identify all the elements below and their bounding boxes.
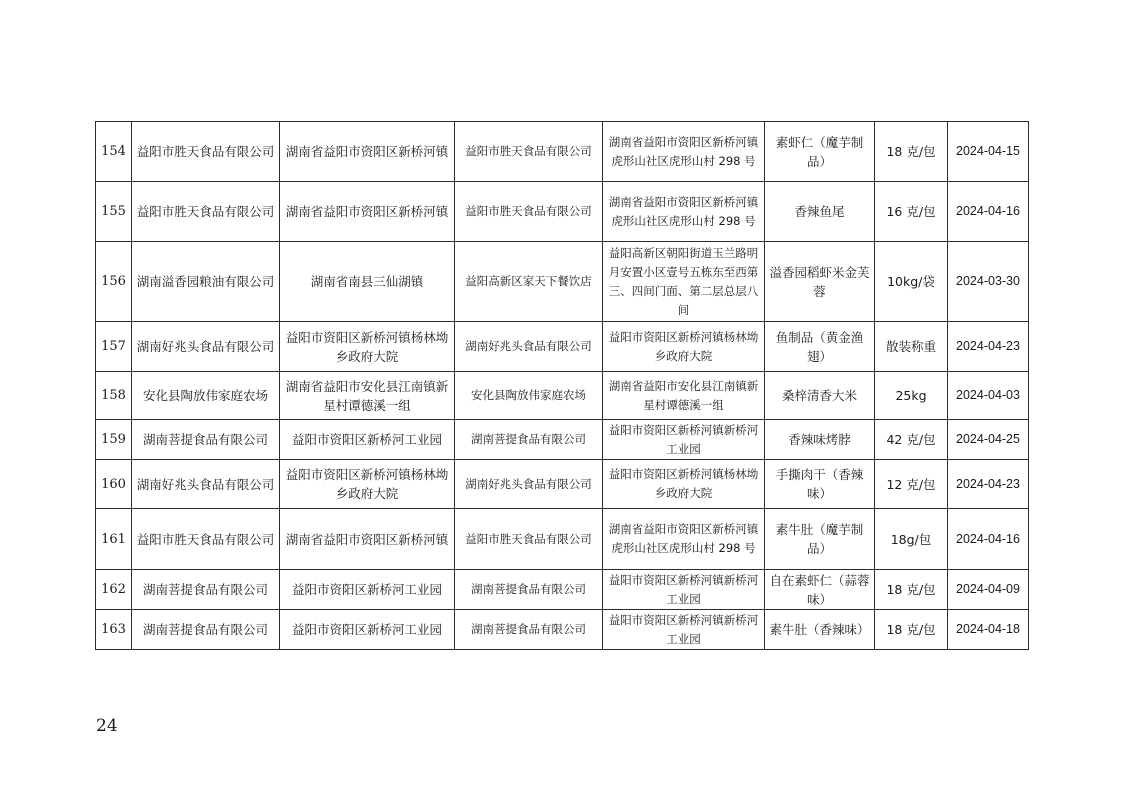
producer-name-cell: 湖南菩提食品有限公司: [132, 420, 280, 460]
product-name-cell: 桑梓清香大米: [765, 372, 875, 420]
sampled-unit-address-cell: 湖南省益阳市安化县江南镇新星村谭德溪一组: [603, 372, 765, 420]
row-number-cell: 162: [96, 570, 132, 610]
product-spec-cell: 18 克/包: [875, 610, 948, 650]
sampled-unit-address-cell: 湖南省益阳市资阳区新桥河镇虎形山社区虎形山村 298 号: [603, 182, 765, 242]
sampled-unit-name-cell: 湖南好兆头食品有限公司: [455, 322, 603, 372]
producer-name-cell: 益阳市胜天食品有限公司: [132, 182, 280, 242]
production-date-cell: 2024-04-03: [948, 372, 1029, 420]
production-date-cell: 2024-04-23: [948, 322, 1029, 372]
sampled-unit-name-cell: 益阳市胜天食品有限公司: [455, 182, 603, 242]
product-name-cell: 溢香园稻虾米金芙蓉: [765, 242, 875, 322]
sampled-unit-address-cell: 湖南省益阳市资阳区新桥河镇虎形山社区虎形山村 298 号: [603, 509, 765, 570]
product-name-cell: 素牛肚（香辣味）: [765, 610, 875, 650]
producer-name-cell: 益阳市胜天食品有限公司: [132, 509, 280, 570]
producer-address-cell: 湖南省益阳市资阳区新桥河镇: [280, 122, 455, 182]
row-number-cell: 159: [96, 420, 132, 460]
production-date-cell: 2024-04-15: [948, 122, 1029, 182]
row-number-cell: 155: [96, 182, 132, 242]
producer-address-cell: 湖南省南县三仙湖镇: [280, 242, 455, 322]
production-date-cell: 2024-04-16: [948, 182, 1029, 242]
sampled-unit-name-cell: 益阳高新区家天下餐饮店: [455, 242, 603, 322]
product-name-cell: 鱼制品（黄金渔翅）: [765, 322, 875, 372]
product-spec-cell: 25kg: [875, 372, 948, 420]
sampling-record-table: [95, 121, 1029, 650]
producer-name-cell: 安化县陶放伟家庭农场: [132, 372, 280, 420]
producer-name-cell: 益阳市胜天食品有限公司: [132, 122, 280, 182]
table-row: [96, 460, 1029, 509]
row-number-cell: 154: [96, 122, 132, 182]
production-date-cell: 2024-04-25: [948, 420, 1029, 460]
sampled-unit-address-cell: 益阳市资阳区新桥河镇新桥河工业园: [603, 610, 765, 650]
table-row: [96, 610, 1029, 650]
product-name-cell: 香辣味烤脖: [765, 420, 875, 460]
sampled-unit-address-cell: 益阳市资阳区新桥河镇杨林坳乡政府大院: [603, 322, 765, 372]
producer-address-cell: 益阳市资阳区新桥河工业园: [280, 570, 455, 610]
production-date-cell: 2024-04-09: [948, 570, 1029, 610]
production-date-cell: 2024-04-16: [948, 509, 1029, 570]
product-name-cell: 自在素虾仁（蒜蓉味）: [765, 570, 875, 610]
product-spec-cell: 18 克/包: [875, 122, 948, 182]
sampled-unit-name-cell: 湖南好兆头食品有限公司: [455, 460, 603, 509]
product-name-cell: 素牛肚（魔芋制品）: [765, 509, 875, 570]
producer-name-cell: 湖南好兆头食品有限公司: [132, 322, 280, 372]
product-spec-cell: 10kg/袋: [875, 242, 948, 322]
row-number-cell: 161: [96, 509, 132, 570]
sampled-unit-address-cell: 湖南省益阳市资阳区新桥河镇虎形山社区虎形山村 298 号: [603, 122, 765, 182]
table-row: [96, 420, 1029, 460]
product-spec-cell: 16 克/包: [875, 182, 948, 242]
row-number-cell: 156: [96, 242, 132, 322]
production-date-cell: 2024-04-23: [948, 460, 1029, 509]
sampled-unit-name-cell: 益阳市胜天食品有限公司: [455, 509, 603, 570]
product-spec-cell: 18 克/包: [875, 570, 948, 610]
sampled-unit-name-cell: 湖南菩提食品有限公司: [455, 420, 603, 460]
row-number-cell: 157: [96, 322, 132, 372]
sampled-unit-name-cell: 益阳市胜天食品有限公司: [455, 122, 603, 182]
product-spec-cell: 42 克/包: [875, 420, 948, 460]
product-name-cell: 素虾仁（魔芋制品）: [765, 122, 875, 182]
product-name-cell: 香辣鱼尾: [765, 182, 875, 242]
table-row: [96, 322, 1029, 372]
page-number: 24: [96, 716, 118, 736]
table-body: [96, 122, 1029, 650]
producer-address-cell: 益阳市资阳区新桥河镇杨林坳乡政府大院: [280, 322, 455, 372]
row-number-cell: 158: [96, 372, 132, 420]
production-date-cell: 2024-04-18: [948, 610, 1029, 650]
sampled-unit-address-cell: 益阳高新区朝阳街道玉兰路明月安置小区壹号五栋东至西第三、四间门面、第二层总层八间: [603, 242, 765, 322]
producer-address-cell: 益阳市资阳区新桥河镇杨林坳乡政府大院: [280, 460, 455, 509]
sampled-unit-name-cell: 湖南菩提食品有限公司: [455, 610, 603, 650]
product-name-cell: 手撕肉干（香辣味）: [765, 460, 875, 509]
producer-address-cell: 益阳市资阳区新桥河工业园: [280, 610, 455, 650]
sampled-unit-name-cell: 湖南菩提食品有限公司: [455, 570, 603, 610]
product-spec-cell: 18g/包: [875, 509, 948, 570]
sampled-unit-address-cell: 益阳市资阳区新桥河镇新桥河工业园: [603, 570, 765, 610]
table-row: [96, 570, 1029, 610]
producer-address-cell: 湖南省益阳市安化县江南镇新星村谭德溪一组: [280, 372, 455, 420]
producer-address-cell: 益阳市资阳区新桥河工业园: [280, 420, 455, 460]
sampled-unit-address-cell: 益阳市资阳区新桥河镇杨林坳乡政府大院: [603, 460, 765, 509]
producer-name-cell: 湖南溢香园粮油有限公司: [132, 242, 280, 322]
sampled-unit-address-cell: 益阳市资阳区新桥河镇新桥河工业园: [603, 420, 765, 460]
product-spec-cell: 散装称重: [875, 322, 948, 372]
producer-name-cell: 湖南菩提食品有限公司: [132, 570, 280, 610]
producer-name-cell: 湖南菩提食品有限公司: [132, 610, 280, 650]
producer-address-cell: 湖南省益阳市资阳区新桥河镇: [280, 509, 455, 570]
table-row: [96, 372, 1029, 420]
producer-name-cell: 湖南好兆头食品有限公司: [132, 460, 280, 509]
table-row: [96, 182, 1029, 242]
table-row: [96, 242, 1029, 322]
production-date-cell: 2024-03-30: [948, 242, 1029, 322]
table-row: [96, 509, 1029, 570]
producer-address-cell: 湖南省益阳市资阳区新桥河镇: [280, 182, 455, 242]
row-number-cell: 163: [96, 610, 132, 650]
row-number-cell: 160: [96, 460, 132, 509]
table-row: [96, 122, 1029, 182]
product-spec-cell: 12 克/包: [875, 460, 948, 509]
sampled-unit-name-cell: 安化县陶放伟家庭农场: [455, 372, 603, 420]
